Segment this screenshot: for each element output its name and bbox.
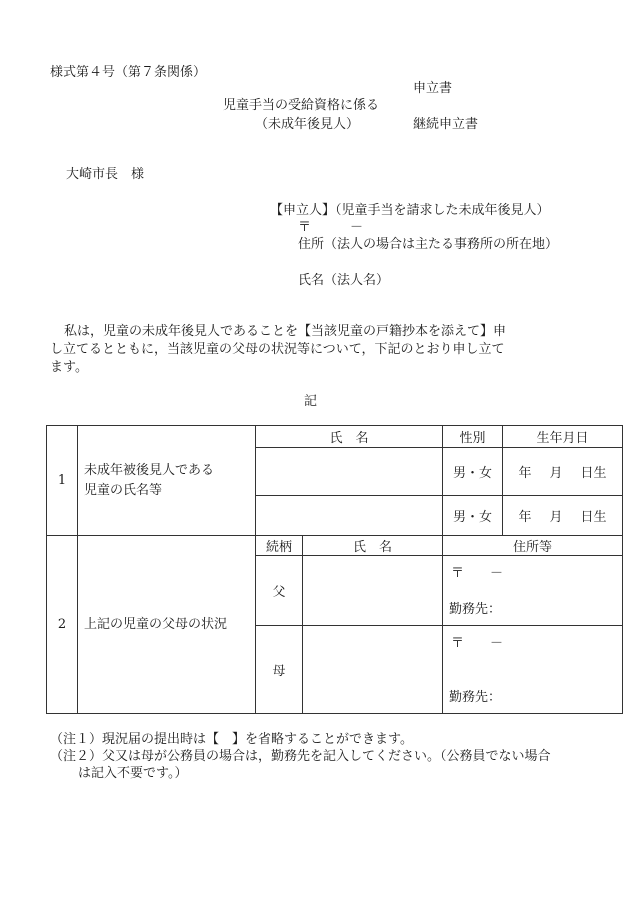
title-option-application: 申立書 xyxy=(413,81,453,96)
row1-label xyxy=(78,426,256,536)
applicant-heading xyxy=(270,204,550,217)
child2-name-cell[interactable] xyxy=(256,496,443,536)
child2-day-label: 日生 xyxy=(580,510,607,525)
header-address: 住所等 xyxy=(443,536,623,556)
applicant-heading-note: （児童手当を請求した未成年後見人） xyxy=(335,203,550,218)
applicant-heading-label: 【申立人】 xyxy=(270,203,336,218)
child1-birthdate-cell[interactable] xyxy=(503,448,623,496)
father-workplace-label: 勤務先： xyxy=(449,602,502,617)
child1-name-cell[interactable] xyxy=(256,448,443,496)
father-relation: 父 xyxy=(256,556,303,626)
body-text-line-3: ます。 xyxy=(50,360,88,375)
addressee: 大崎市長 様 xyxy=(66,167,145,182)
note-2-continued: は記入不要です。） xyxy=(78,766,188,781)
parents-header-row xyxy=(47,536,623,556)
header-gender: 性別 xyxy=(443,426,503,448)
mother-name-cell[interactable] xyxy=(303,626,443,714)
mother-postal-code: 〒 － xyxy=(451,636,504,651)
applicant-name-label: 氏名（法人名） xyxy=(298,273,390,288)
row1-number: 1 xyxy=(47,426,78,536)
title-option-continuation: 継続申立書 xyxy=(413,117,479,132)
ki-heading: 記 xyxy=(304,394,318,409)
father-address-cell[interactable] xyxy=(443,556,623,626)
child1-year-label: 年 xyxy=(518,466,532,481)
table-header-row xyxy=(47,426,623,448)
child2-birthdate-cell[interactable] xyxy=(503,496,623,536)
document-title: 児童手当の受給資格に係る xyxy=(223,98,380,113)
father-postal-code: 〒 － xyxy=(451,566,504,581)
mother-workplace-label: 勤務先： xyxy=(449,690,502,705)
header-name: 氏 名 xyxy=(256,426,443,448)
row2-number: 2 xyxy=(47,536,78,714)
applicant-postal-code: 〒 － xyxy=(298,220,364,235)
child2-month-label: 月 xyxy=(549,510,563,525)
father-name-cell[interactable] xyxy=(303,556,443,626)
applicant-address-label: 住所（法人の場合は主たる事務所の所在地） xyxy=(298,237,559,252)
note-1: （注１）現況届の提出時は【 】を省略することができます。 xyxy=(50,732,413,747)
document-title-subtitle: （未成年後見人） xyxy=(255,117,360,132)
row2-label: 上記の児童の父母の状況 xyxy=(78,536,256,714)
header-relation: 続柄 xyxy=(256,536,303,556)
header-birthdate: 生年月日 xyxy=(503,426,623,448)
body-text-line-2: し立てるとともに，当該児童の父母の状況等について，下記のとおり申し立て xyxy=(50,342,505,357)
child1-gender-cell[interactable]: 男・女 xyxy=(443,448,503,496)
mother-address-cell[interactable] xyxy=(443,626,623,714)
child1-day-label: 日生 xyxy=(580,466,607,481)
header-parent-name: 氏 名 xyxy=(303,536,443,556)
form-number: 様式第４号（第７条関係） xyxy=(50,65,207,80)
child1-month-label: 月 xyxy=(549,466,563,481)
child2-year-label: 年 xyxy=(518,510,532,525)
child2-gender-cell[interactable]: 男・女 xyxy=(443,496,503,536)
row1-label-line2: 児童の氏名等 xyxy=(84,482,163,498)
declaration-table xyxy=(46,425,623,714)
mother-relation: 母 xyxy=(256,626,303,714)
row1-label-line1: 未成年被後見人である xyxy=(84,463,215,478)
body-text-line-1: 私は，児童の未成年後見人であることを【当該児童の戸籍抄本を添えて】申 xyxy=(64,324,507,339)
note-2: （注２）父又は母が公務員の場合は，勤務先を記入してください。（公務員でない場合 xyxy=(50,749,551,764)
